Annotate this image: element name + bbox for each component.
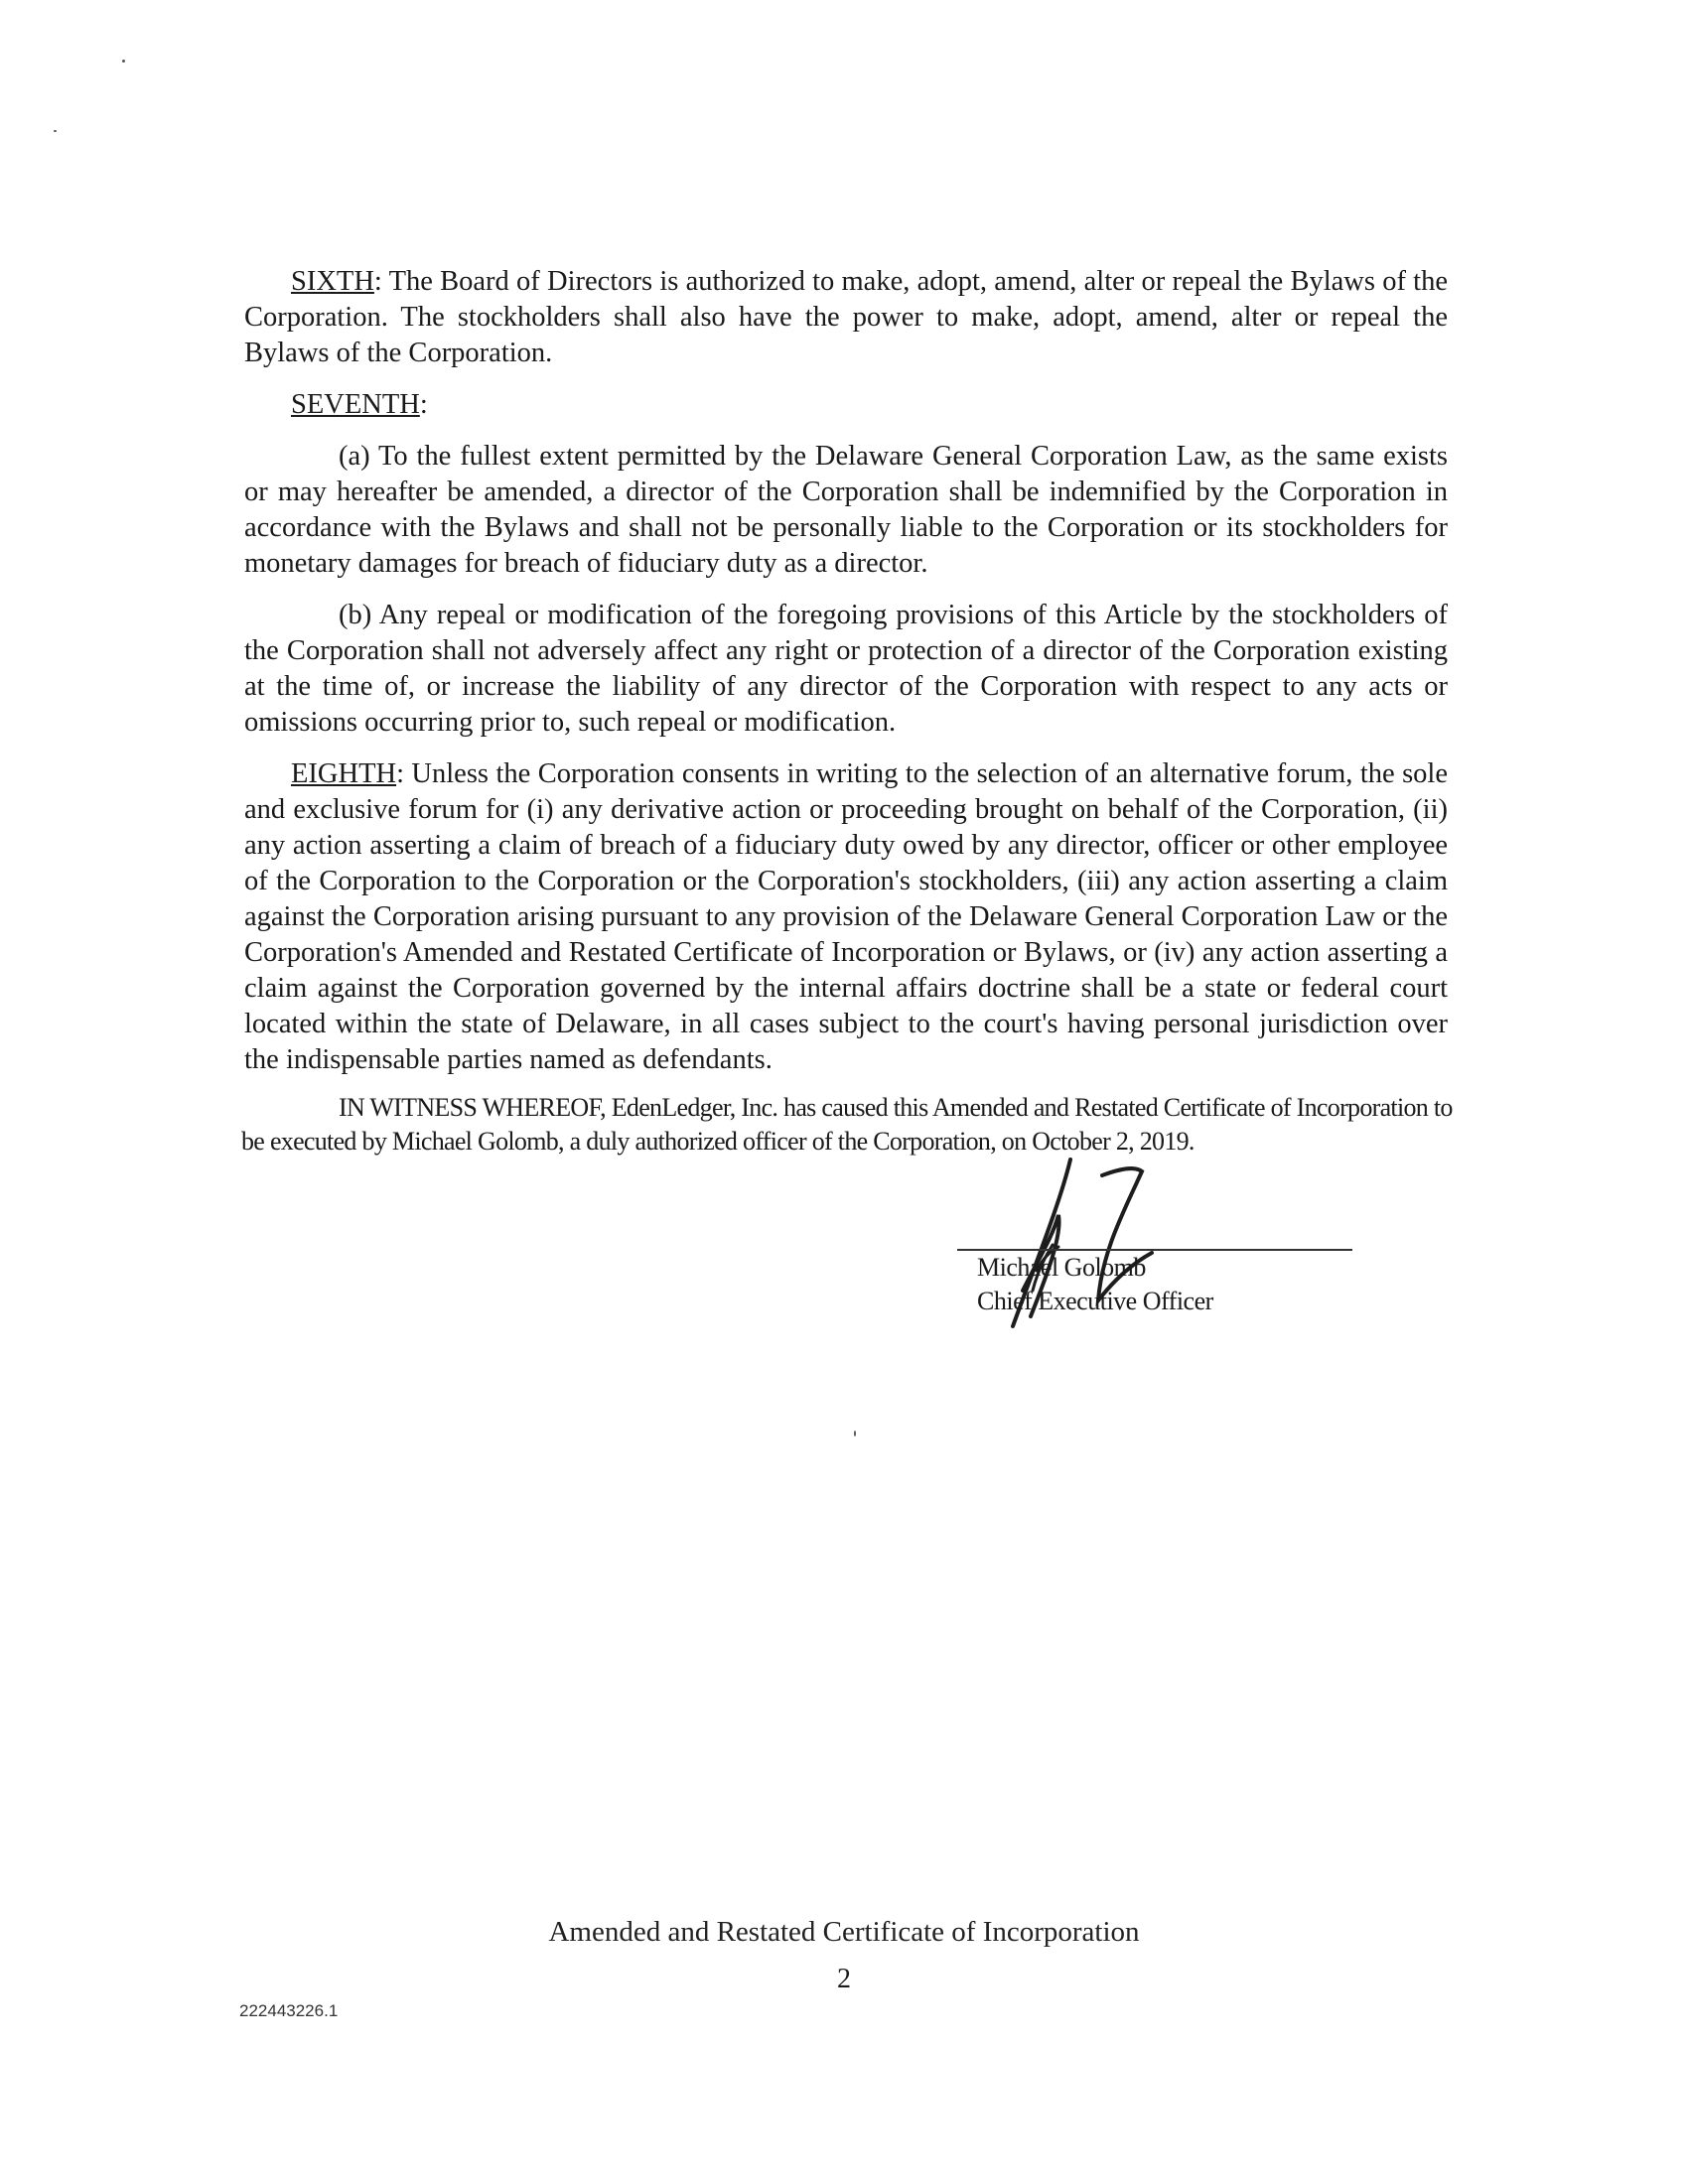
page-number: 2 bbox=[837, 1964, 851, 1994]
signatory-block bbox=[977, 1251, 1213, 1318]
scan-speck bbox=[54, 130, 57, 132]
article-eighth-heading: EIGHTH bbox=[291, 758, 397, 789]
witness-clause bbox=[241, 1091, 1651, 1159]
article-seventh-heading: SEVENTH bbox=[291, 389, 420, 420]
article-eighth-text: : Unless the Corporation consents in writing to the selection of an alternative forum, the sole and exclusive forum for (i) any derivative action or proceeding brought on behalf of the Corporation, (ii) any action asserting a claim of breach of a fiduciary duty owed by any director, officer or other employee of the Corporation to the Corporation or the Corporation's stockholders, (iii) any action asserting a claim against the Corporation arising pursuant to any provision of the Delaware General Corporation Law or the Corporation's Amended and Restated Certificate of Incorporation or Bylaws, or (iv) any action asserting a claim against the Corporation governed by the internal affairs doctrine shall be a state or federal court located within the state of Delaware, in all cases subject to the court's having personal jurisdiction over the indispensable parties named as defendants. bbox=[244, 758, 1448, 1075]
article-seventh-a: (a) To the fullest extent permitted by the Delaware General Corporation Law, as the same exists or may hereafter be amended, a director of the Corporation shall be indemnified by the Corporation in accordance with the Bylaws and shall not be personally liable to the Corporation or its stockholders for monetary damages for breach of fiduciary duty as a director. bbox=[244, 441, 1448, 579]
article-seventh-b: (b) Any repeal or modification of the foregoing provisions of this Article by the stockholders of the Corporation shall not adversely affect any right or protection of a director of the Corporation existing at the time of, or increase the liability of any director of the Corporation with respect to any acts or omissions occurring prior to, such repeal or modification. bbox=[244, 600, 1448, 738]
scan-speck bbox=[854, 1431, 856, 1436]
witness-line-1: IN WITNESS WHEREOF, EdenLedger, Inc. has caused this Amended and Restated Certificate of Incorporation to bbox=[339, 1093, 1453, 1122]
document-id: 222443226.1 bbox=[239, 2001, 339, 2020]
article-sixth bbox=[244, 264, 1448, 371]
footer-title: Amended and Restated Certificate of Incorporation bbox=[548, 1916, 1140, 1948]
document-body bbox=[244, 264, 1448, 1094]
signatory-title: Chief Executive Officer bbox=[977, 1287, 1213, 1315]
signatory-name: Michael Golomb bbox=[977, 1253, 1146, 1282]
article-sixth-heading: SIXTH bbox=[291, 266, 374, 297]
article-sixth-text: : The Board of Directors is authorized to make, adopt, amend, alter or repeal the Bylaws of the Corporation. The stockholders shall also have the power to make, adopt, amend, alter or repeal the Bylaws of the Corporation. bbox=[244, 266, 1448, 368]
article-eighth bbox=[244, 756, 1448, 1078]
scan-speck bbox=[122, 60, 125, 63]
article-seventh-heading-suffix: : bbox=[419, 389, 428, 420]
witness-line-2: be executed by Michael Golomb, a duly authorized officer of the Corporation, on October 2, 2019. bbox=[241, 1127, 1195, 1156]
article-seventh-heading-line bbox=[244, 387, 1448, 423]
